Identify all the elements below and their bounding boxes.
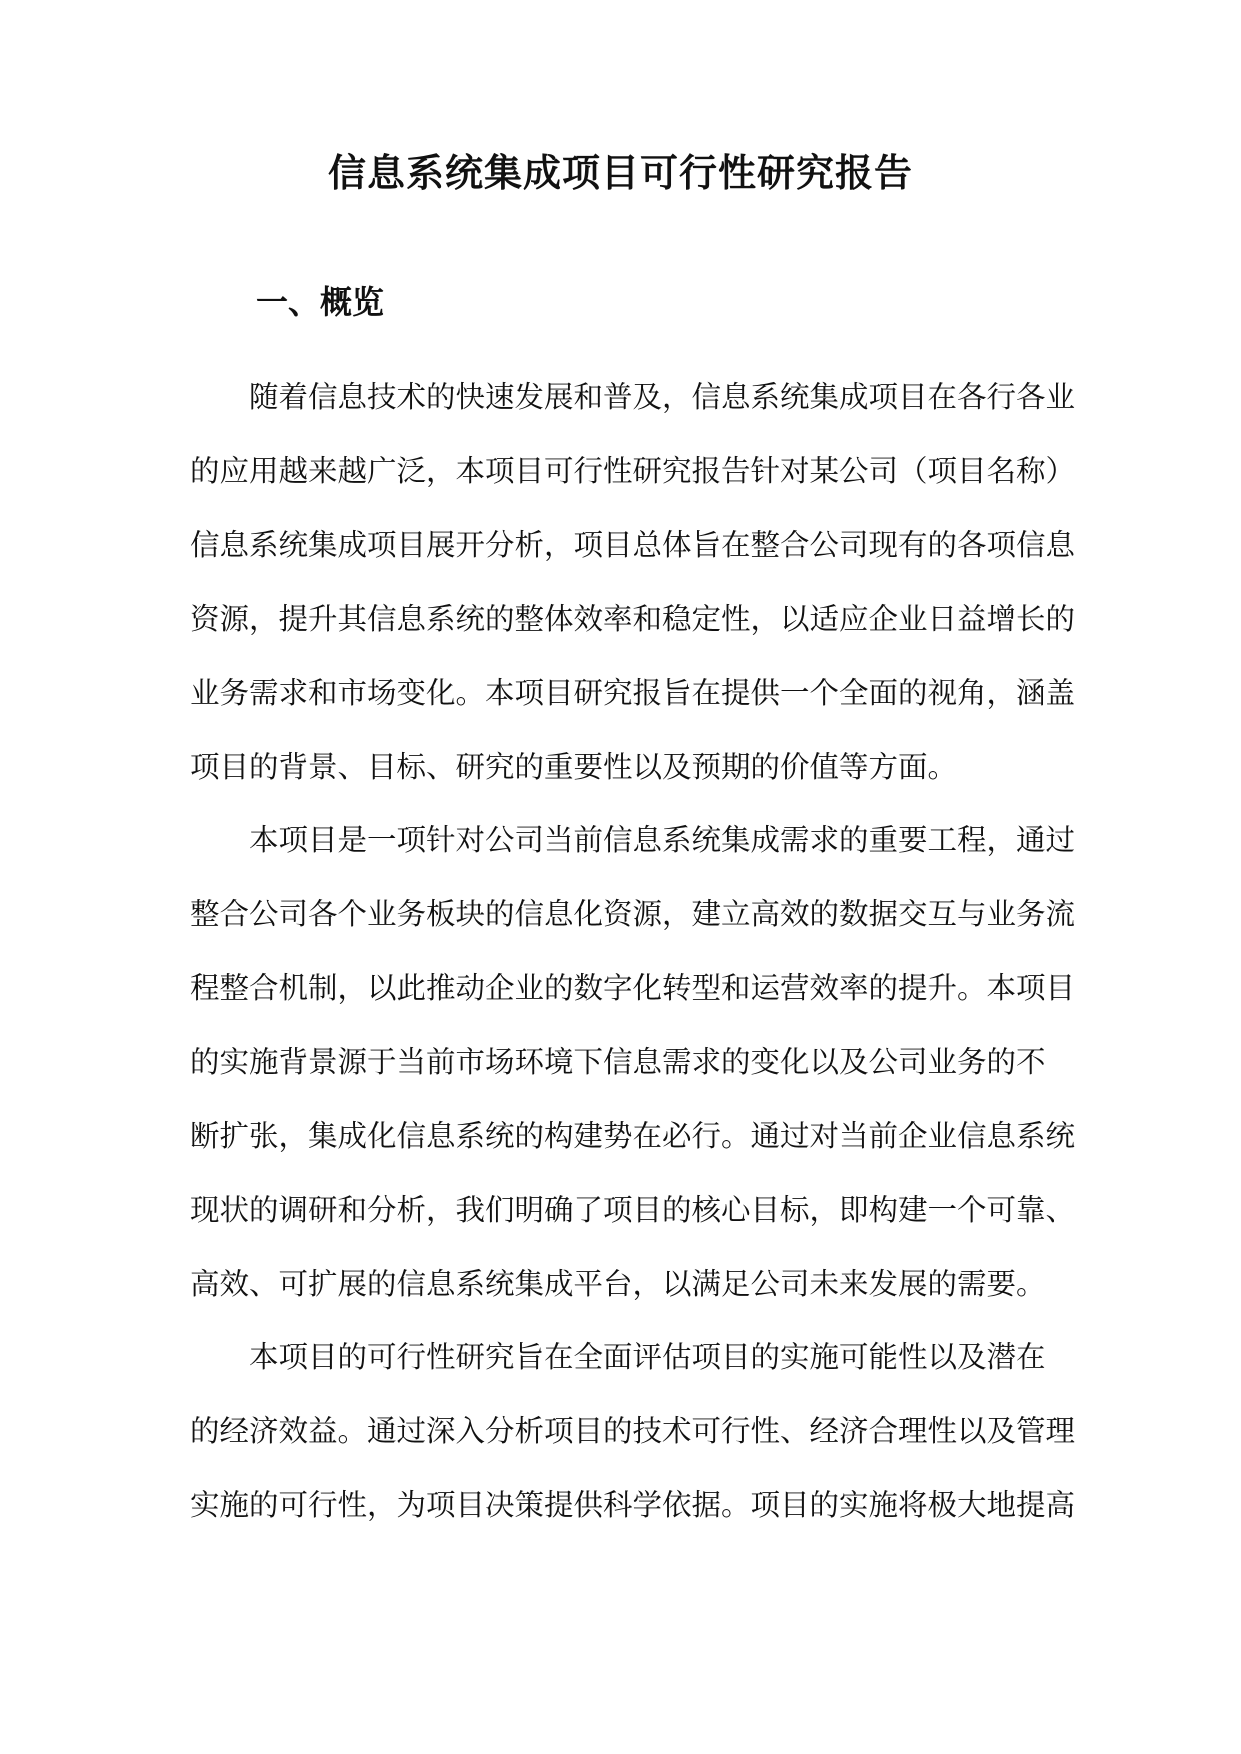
- text-line: 的实施背景源于当前市场环境下信息需求的变化以及公司业务的不: [190, 1045, 1046, 1079]
- paragraph-1: [190, 360, 1076, 804]
- text-line: 资源，提升其信息系统的整体效率和稳定性，以适应企业日益增长的: [190, 602, 1076, 636]
- text-line: 的应用越来越广泛，本项目可行性研究报告针对某公司（项目名称）: [190, 454, 1076, 488]
- text-line: 随着信息技术的快速发展和普及，信息系统集成项目在各行各业: [190, 380, 1076, 414]
- document-title: 信息系统集成项目可行性研究报告: [327, 151, 913, 195]
- text-line: 信息系统集成项目展开分析，项目总体旨在整合公司现有的各项信息: [190, 528, 1076, 562]
- text-line: 程整合机制，以此推动企业的数字化转型和运营效率的提升。本项目: [190, 971, 1076, 1005]
- text-line: 现状的调研和分析，我们明确了项目的核心目标，即构建一个可靠、: [190, 1193, 1076, 1227]
- text-line: 本项目是一项针对公司当前信息系统集成需求的重要工程，通过: [190, 823, 1076, 857]
- text-line: 断扩张，集成化信息系统的构建势在必行。通过对当前企业信息系统: [190, 1119, 1076, 1153]
- section-heading: 一、概览: [256, 283, 385, 321]
- text-line: 实施的可行性，为项目决策提供科学依据。项目的实施将极大地提高: [190, 1488, 1076, 1522]
- text-line: 本项目的可行性研究旨在全面评估项目的实施可能性以及潜在: [190, 1340, 1046, 1374]
- text-line: 项目的背景、目标、研究的重要性以及预期的价值等方面。: [190, 750, 958, 784]
- text-line: 的经济效益。通过深入分析项目的技术可行性、经济合理性以及管理: [190, 1414, 1076, 1448]
- text-line: 高效、可扩展的信息系统集成平台，以满足公司未来发展的需要。: [190, 1267, 1046, 1301]
- text-line: 业务需求和市场变化。本项目研究报旨在提供一个全面的视角，涵盖: [190, 676, 1076, 710]
- paragraph-2: [190, 803, 1076, 1321]
- text-line: 整合公司各个业务板块的信息化资源，建立高效的数据交互与业务流: [190, 897, 1076, 931]
- paragraph-3: [190, 1320, 1076, 1542]
